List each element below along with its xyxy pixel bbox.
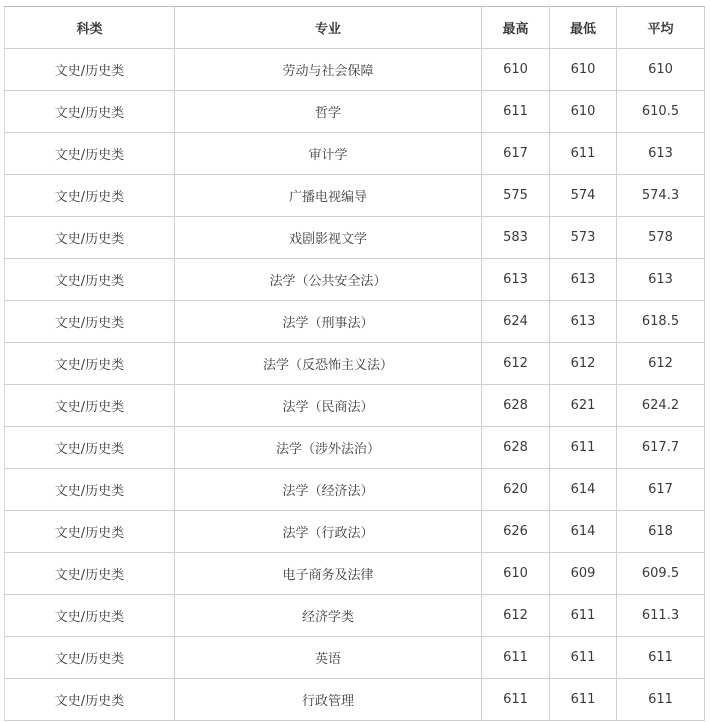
cell-avg-score: 617.7 <box>617 427 705 469</box>
cell-max-score: 626 <box>482 511 550 553</box>
cell-min-score: 610 <box>550 49 617 91</box>
cell-min-score: 610 <box>550 91 617 133</box>
cell-avg-score: 613 <box>617 133 705 175</box>
cell-category: 文史/历史类 <box>5 469 175 511</box>
table-row <box>5 343 705 385</box>
table-row <box>5 49 705 91</box>
cell-avg-score: 613 <box>617 259 705 301</box>
cell-avg-score: 612 <box>617 343 705 385</box>
cell-category: 文史/历史类 <box>5 133 175 175</box>
cell-category: 文史/历史类 <box>5 343 175 385</box>
table-row <box>5 553 705 595</box>
cell-max-score: 575 <box>482 175 550 217</box>
table-row <box>5 385 705 427</box>
cell-min-score: 574 <box>550 175 617 217</box>
cell-max-score: 624 <box>482 301 550 343</box>
cell-category: 文史/历史类 <box>5 259 175 301</box>
cell-category: 文史/历史类 <box>5 49 175 91</box>
cell-major: 戏剧影视文学 <box>175 217 482 259</box>
cell-category: 文史/历史类 <box>5 385 175 427</box>
cell-major: 法学（经济法） <box>175 469 482 511</box>
header-avg-score: 平均 <box>617 7 705 49</box>
cell-category: 文史/历史类 <box>5 175 175 217</box>
cell-max-score: 611 <box>482 679 550 721</box>
cell-max-score: 583 <box>482 217 550 259</box>
table-row <box>5 133 705 175</box>
cell-avg-score: 618.5 <box>617 301 705 343</box>
cell-major: 劳动与社会保障 <box>175 49 482 91</box>
cell-major: 审计学 <box>175 133 482 175</box>
table-row <box>5 427 705 469</box>
cell-max-score: 620 <box>482 469 550 511</box>
cell-min-score: 611 <box>550 133 617 175</box>
cell-max-score: 612 <box>482 595 550 637</box>
cell-major: 广播电视编导 <box>175 175 482 217</box>
cell-major: 电子商务及法律 <box>175 553 482 595</box>
cell-max-score: 613 <box>482 259 550 301</box>
cell-major: 法学（刑事法） <box>175 301 482 343</box>
table-row <box>5 595 705 637</box>
cell-major: 法学（涉外法治） <box>175 427 482 469</box>
header-min-score: 最低 <box>550 7 617 49</box>
cell-min-score: 611 <box>550 427 617 469</box>
cell-avg-score: 611 <box>617 679 705 721</box>
cell-avg-score: 609.5 <box>617 553 705 595</box>
table-row <box>5 511 705 553</box>
cell-avg-score: 611.3 <box>617 595 705 637</box>
table-body <box>5 49 705 721</box>
cell-min-score: 614 <box>550 511 617 553</box>
table-row <box>5 259 705 301</box>
cell-max-score: 628 <box>482 427 550 469</box>
header-category: 科类 <box>5 7 175 49</box>
cell-max-score: 611 <box>482 637 550 679</box>
cell-max-score: 610 <box>482 49 550 91</box>
cell-min-score: 611 <box>550 679 617 721</box>
cell-category: 文史/历史类 <box>5 595 175 637</box>
cell-min-score: 614 <box>550 469 617 511</box>
cell-major: 法学（行政法） <box>175 511 482 553</box>
cell-major: 经济学类 <box>175 595 482 637</box>
cell-avg-score: 611 <box>617 637 705 679</box>
table-header <box>5 7 705 49</box>
cell-category: 文史/历史类 <box>5 511 175 553</box>
cell-avg-score: 610.5 <box>617 91 705 133</box>
cell-min-score: 609 <box>550 553 617 595</box>
header-row <box>5 7 705 49</box>
cell-max-score: 611 <box>482 91 550 133</box>
cell-category: 文史/历史类 <box>5 301 175 343</box>
cell-min-score: 611 <box>550 595 617 637</box>
table-row <box>5 91 705 133</box>
cell-min-score: 573 <box>550 217 617 259</box>
cell-max-score: 617 <box>482 133 550 175</box>
cell-major: 行政管理 <box>175 679 482 721</box>
cell-avg-score: 610 <box>617 49 705 91</box>
cell-avg-score: 617 <box>617 469 705 511</box>
cell-max-score: 628 <box>482 385 550 427</box>
cell-major: 法学（反恐怖主义法） <box>175 343 482 385</box>
table-row <box>5 301 705 343</box>
cell-avg-score: 578 <box>617 217 705 259</box>
table-row <box>5 469 705 511</box>
cell-major: 法学（民商法） <box>175 385 482 427</box>
cell-category: 文史/历史类 <box>5 427 175 469</box>
cell-min-score: 612 <box>550 343 617 385</box>
cell-avg-score: 618 <box>617 511 705 553</box>
cell-category: 文史/历史类 <box>5 637 175 679</box>
table-row <box>5 217 705 259</box>
table-row <box>5 679 705 721</box>
cell-category: 文史/历史类 <box>5 91 175 133</box>
table-row <box>5 637 705 679</box>
cell-avg-score: 624.2 <box>617 385 705 427</box>
cell-min-score: 611 <box>550 637 617 679</box>
cell-major: 法学（公共安全法） <box>175 259 482 301</box>
cell-category: 文史/历史类 <box>5 217 175 259</box>
cell-max-score: 610 <box>482 553 550 595</box>
cell-major: 英语 <box>175 637 482 679</box>
cell-max-score: 612 <box>482 343 550 385</box>
header-major: 专业 <box>175 7 482 49</box>
header-max-score: 最高 <box>482 7 550 49</box>
cell-min-score: 613 <box>550 259 617 301</box>
cell-category: 文史/历史类 <box>5 553 175 595</box>
cell-avg-score: 574.3 <box>617 175 705 217</box>
cell-min-score: 621 <box>550 385 617 427</box>
cell-min-score: 613 <box>550 301 617 343</box>
table-row <box>5 175 705 217</box>
cell-major: 哲学 <box>175 91 482 133</box>
cell-category: 文史/历史类 <box>5 679 175 721</box>
admission-scores-table <box>4 6 705 721</box>
